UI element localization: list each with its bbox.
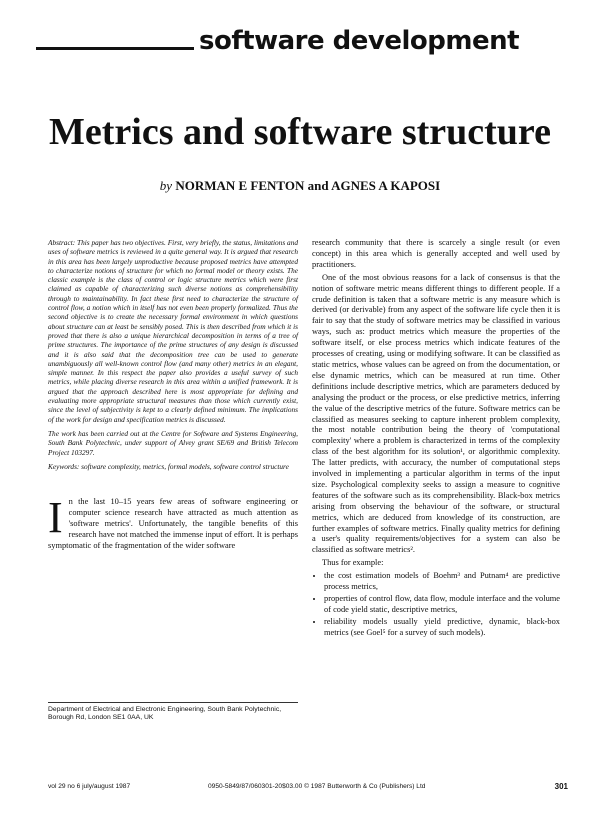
header-rule xyxy=(36,47,194,50)
list-item: • the cost estimation models of Boehm³ and Putnam⁴ are predictive process metrics, xyxy=(324,571,560,593)
section-header xyxy=(36,26,572,60)
abstract-funding: The work has been carried out at the Centre for Software and Systems Engineering, South Bank Polytechnic, under support of Alvey grant SE/69 and British Telecom Project 103297. xyxy=(48,428,298,457)
list-item: • properties of control flow, data flow, module interface and the volume of code yield static, descriptive metrics, xyxy=(324,594,560,616)
abstract-text: Abstract: This paper has two objectives. First, very briefly, the status, limitations and uses of software metrics is reviewed in a quite general way. It is argued that research in this area has been largely unproductive because proposed metrics have attempted to characterize notions of structure for which no formal model or theory exists. The classic example is the class of control or logic structure metrics which were first claimed as capable of characterizing such diverse notions as comprehensibility through to maintainability. In fact these first need to characterize the structure of control flow, a notion which in itself has not even been properly formalized. Thus the second objective is to create the necessary formal environment in which questions about structure can at least be sensibly posed. This is then described from which it is proved that there is also a unique hierarchical decomposition in terms of a tree of prime structures. The importance of the prime structures of any design is discussed and it is also said that the decomposition tree can be used to generate unambiguously all well-known control flow (and many other) metrics in an elegant, simple manner. In this respect the paper also provides a useful survey of such metrics, while placing diverse research in this area within a unified framework. It is argued that the approach described here is most appropriate for defining and evaluating more appropriate structural measures than those which currently exist, since the level of subjectivity is kept to a clearly defined minimum. The implications of the work for design and specification metrics is discussed. xyxy=(48,238,298,424)
drop-cap: I xyxy=(48,493,63,543)
right-column xyxy=(312,238,560,640)
authors xyxy=(0,178,600,194)
body-paragraph-2: One of the most obvious reasons for a lack of consensus is that the notion of software metric means different things to different people. If a crude definition is taken that a software metric is any measure which is derived (or derivable) from any aspect of the software life cycle then it is fair to say that the study of software metrics may be classified in various ways, such as: product metrics which measure the properties of the software itself, or else process metrics which indicate features of the processes of creating, using or modifying software. It can be classified as static metrics, whose values can be agreed on from the documentation, or else dynamic metrics, which can be measured at run time. Other definitions include descriptive metrics, which are parameters deduced by analysing the product or the process, or else predictive metrics, inferring the value of the descriptive metrics of the future. Software metrics can be classified as measures seeking to capture inherent problem complexity, the most notable contribution being the theory of 'computational complexity' where a problem is characterized in terms of the complexity class of the best algorithm for its solution¹, or algorithmic complexity. The latter predicts, with accuracy, the number of computational steps involved in implementing a particular algorithm in terms of the input size. Psychological complexity seeks to assign a measure to cognitive features of the software such as its comprehensibility. Black-box metrics arising from observing the behaviour of the software, or structural metrics, which are deduced from knowledge of its construction, are further examples of software metrics. Finally quality metrics for defining a user's quality requirements/objectives for a system can also be classified as software metrics². xyxy=(312,272,560,555)
copyright: 0950-5849/87/060301-20$03.00 © 1987 Butterworth & Co (Publishers) Ltd xyxy=(208,783,426,790)
keywords: Keywords: software complexity, metrics, formal models, software control structure xyxy=(48,461,289,471)
section-label: software development xyxy=(199,26,520,56)
left-column xyxy=(48,238,298,552)
abstract xyxy=(48,238,298,471)
author-names: NORMAN E FENTON and AGNES A KAPOSI xyxy=(175,178,441,193)
body-paragraph-1: research community that there is scarcely a single result (or even concept) in this area which is generally accepted and well used by practitioners. xyxy=(312,238,560,269)
page-number: 301 xyxy=(554,782,568,791)
intro-text: n the last 10–15 years few areas of software engineering or computer science research have attracted as much attention as 'software metrics'. Unfortunately, the tangible benefits of this research have not matched the immense input of effort. It is perhaps symptomatic of the fragmentation of the wider software xyxy=(48,497,298,550)
journal-issue: vol 29 no 6 july/august 1987 xyxy=(48,783,131,790)
authors-by: by xyxy=(159,178,173,193)
affiliation: Department of Electrical and Electronic Engineering, South Bank Polytechnic, Borough Rd, London SE1 0AA, UK xyxy=(48,702,298,723)
body-paragraph-3: Thus for example: xyxy=(322,558,384,568)
intro-paragraph xyxy=(48,493,298,552)
list-item: • reliability models usually yield predictive, dynamic, black-box metrics (see Goel⁵ for a survey of such models). xyxy=(324,617,560,639)
paper-title: Metrics and software structure xyxy=(49,111,551,153)
example-list xyxy=(312,571,560,638)
